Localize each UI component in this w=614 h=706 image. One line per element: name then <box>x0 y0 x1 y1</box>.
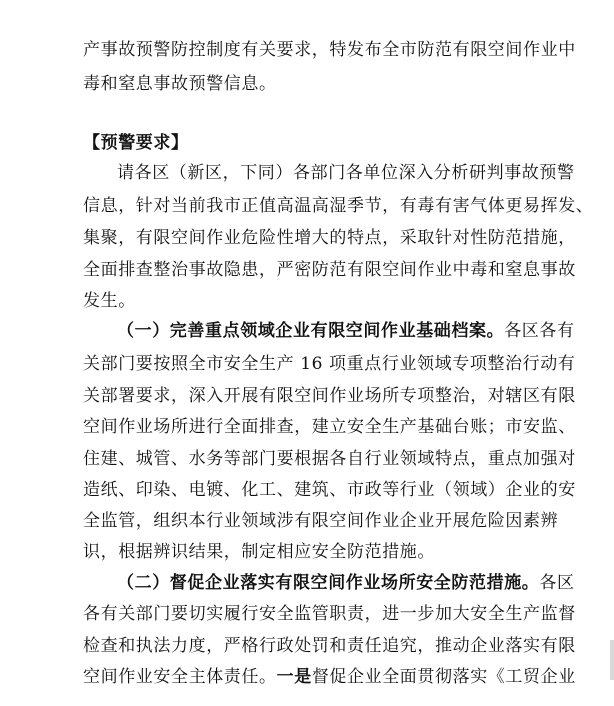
section-heading: 【预警要求】 <box>83 133 189 153</box>
page-edge-shadow <box>610 640 614 680</box>
paragraph-line: 发生。 <box>83 291 136 311</box>
paragraph-line: 空间作业场所进行全面排查，建立安全生产基础台账；市安监、 <box>83 417 576 437</box>
subsection-line <box>117 321 575 341</box>
paragraph-line: 关部门要按照全市安全生产 16 项重点行业领域专项整治行动有 <box>83 354 576 374</box>
paragraph-text: 各区 <box>539 573 575 593</box>
paragraph-line: 全面排查整治事故隐患，严密防范有限空间作业中毒和窒息事故 <box>83 260 576 280</box>
paragraph-line: 检查和执法力度，严格行政处罚和责任追究，推动企业落实有限 <box>83 636 576 656</box>
subsection-title: （二）督促企业落实有限空间作业场所安全防范措施。 <box>117 573 540 593</box>
subsection-title: （一）完善重点领域企业有限空间作业基础档案。 <box>117 321 505 341</box>
paragraph-line: 造纸、印染、电镀、化工、建筑、市政等行业（领域）企业的安 <box>83 480 576 500</box>
paragraph-line: 集聚，有限空间作业危险性增大的特点，采取针对性防范措施， <box>83 228 576 248</box>
emphasis-text: 一是 <box>276 667 312 687</box>
paragraph-text: 空间作业安全主体责任。 <box>83 667 277 687</box>
paragraph-line <box>83 667 576 687</box>
paragraph-line: 信息，针对当前我市正值高温高湿季节，有毒有害气体更易挥发、 <box>83 196 594 216</box>
paragraph-line: 关部署要求，深入开展有限空间作业场所专项整治，对辖区有限 <box>83 386 576 406</box>
paragraph-text: 督促企业全面贯彻落实《工贸企业 <box>311 667 576 687</box>
paragraph-line: 请各区（新区，下同）各部门各单位深入分析研判事故预警 <box>117 163 575 183</box>
paragraph-line: 毒和窒息事故预警信息。 <box>83 74 277 94</box>
paragraph-text: 各区各有 <box>504 321 575 341</box>
paragraph-line: 住建、城管、水务等部门要根据各自行业领域特点，重点加强对 <box>83 449 576 469</box>
paragraph-line: 识，根据辨识结果，制定相应安全防范措施。 <box>83 542 435 562</box>
paragraph-line: 各有关部门要切实履行安全监管职责，进一步加大安全生产监督 <box>83 604 576 624</box>
subsection-line <box>117 573 575 593</box>
paragraph-line: 产事故预警防控制度有关要求，特发布全市防范有限空间作业中 <box>83 40 576 60</box>
paragraph-line: 全监管，组织本行业领域涉有限空间作业企业开展危险因素辨 <box>83 511 559 531</box>
